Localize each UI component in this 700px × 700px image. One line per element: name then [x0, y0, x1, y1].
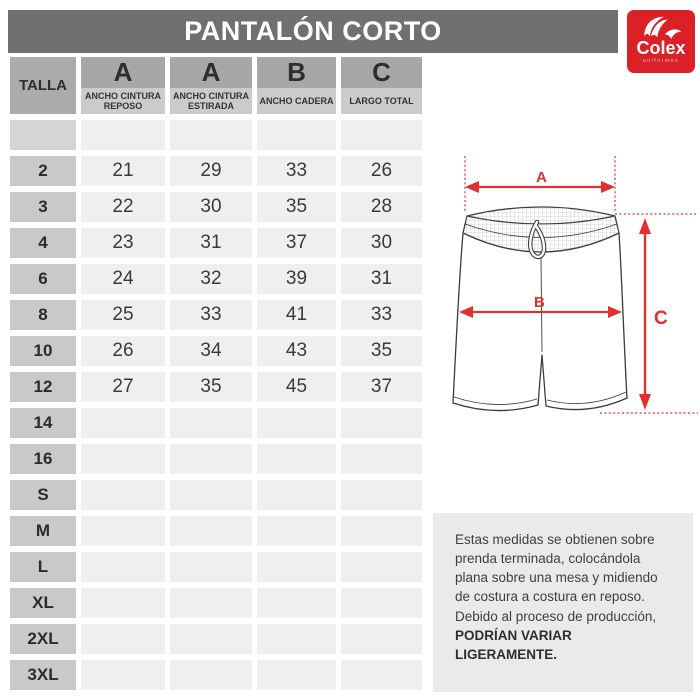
value-cell — [170, 624, 252, 654]
measure-arrow-a — [465, 169, 615, 193]
value-cell: 39 — [257, 264, 336, 294]
value-cell — [170, 444, 252, 474]
value-cell: 30 — [341, 228, 422, 258]
value-cell — [341, 552, 422, 582]
value-cell — [81, 480, 165, 510]
logo-name: Colex — [636, 38, 686, 58]
size-cell: M — [10, 516, 76, 546]
column-letter: C — [341, 57, 422, 88]
value-cell — [170, 552, 252, 582]
value-cell — [81, 588, 165, 618]
size-cell: 2 — [10, 156, 76, 186]
measure-column-header — [170, 57, 252, 114]
value-cell: 35 — [341, 336, 422, 366]
value-cell — [170, 660, 252, 690]
value-cell — [341, 408, 422, 438]
value-cell: 41 — [257, 300, 336, 330]
measure-column-header — [257, 57, 336, 114]
value-cell — [81, 552, 165, 582]
size-cell: S — [10, 480, 76, 510]
shorts-diagram — [430, 140, 700, 440]
value-cell: 31 — [341, 264, 422, 294]
value-cell — [257, 660, 336, 690]
size-cell: 12 — [10, 372, 76, 402]
value-cell — [341, 444, 422, 474]
measure-label-a: A — [536, 169, 547, 186]
column-letter: A — [81, 57, 165, 88]
value-cell: 23 — [81, 228, 165, 258]
column-label: ANCHO CINTURA ESTIRADA — [170, 88, 252, 114]
value-cell — [81, 120, 165, 150]
note-text-bold: PODRÍAN VARIAR LIGERAMENTE. — [455, 627, 572, 662]
value-cell: 45 — [257, 372, 336, 402]
column-label: ANCHO CINTURA REPOSO — [81, 88, 165, 114]
value-cell — [257, 588, 336, 618]
measure-arrow-c — [639, 218, 668, 410]
value-cell — [170, 120, 252, 150]
column-letter: B — [257, 57, 336, 88]
column-label: ANCHO CADERA — [257, 88, 336, 114]
value-cell: 33 — [341, 300, 422, 330]
value-cell — [257, 480, 336, 510]
size-cell: XL — [10, 588, 76, 618]
value-cell — [341, 516, 422, 546]
size-cell: 10 — [10, 336, 76, 366]
page-title: PANTALÓN CORTO — [184, 16, 442, 46]
value-cell: 34 — [170, 336, 252, 366]
size-cell: 4 — [10, 228, 76, 258]
bird-swoosh-icon — [638, 14, 684, 40]
value-cell — [257, 624, 336, 654]
value-cell — [257, 516, 336, 546]
size-cell: 8 — [10, 300, 76, 330]
value-cell — [341, 660, 422, 690]
value-cell — [170, 480, 252, 510]
value-cell — [341, 480, 422, 510]
size-cell: 3 — [10, 192, 76, 222]
measure-column-header — [341, 57, 422, 114]
value-cell: 37 — [257, 228, 336, 258]
logo-subtitle: uniformes — [642, 58, 680, 64]
value-cell: 25 — [81, 300, 165, 330]
title-bar — [8, 10, 618, 53]
value-cell: 35 — [170, 372, 252, 402]
note-box — [433, 513, 693, 692]
value-cell: 43 — [257, 336, 336, 366]
value-cell — [170, 516, 252, 546]
size-cell: 2XL — [10, 624, 76, 654]
column-letter: A — [170, 57, 252, 88]
size-cell: 6 — [10, 264, 76, 294]
value-cell — [257, 444, 336, 474]
size-cell: 16 — [10, 444, 76, 474]
value-cell: 28 — [341, 192, 422, 222]
value-cell: 33 — [170, 300, 252, 330]
size-cell: L — [10, 552, 76, 582]
value-cell: 33 — [257, 156, 336, 186]
size-table — [10, 57, 422, 690]
value-cell: 26 — [341, 156, 422, 186]
value-cell: 21 — [81, 156, 165, 186]
value-cell: 29 — [170, 156, 252, 186]
value-cell: 22 — [81, 192, 165, 222]
value-cell — [81, 660, 165, 690]
measure-label-c: C — [654, 308, 668, 329]
value-cell — [170, 588, 252, 618]
value-cell — [81, 444, 165, 474]
measure-column-header — [81, 57, 165, 114]
value-cell: 32 — [170, 264, 252, 294]
value-cell — [257, 552, 336, 582]
value-cell: 24 — [81, 264, 165, 294]
value-cell — [81, 408, 165, 438]
brand-logo — [627, 10, 695, 73]
value-cell: 30 — [170, 192, 252, 222]
value-cell — [341, 624, 422, 654]
value-cell — [170, 408, 252, 438]
value-cell: 31 — [170, 228, 252, 258]
size-cell: 3XL — [10, 660, 76, 690]
value-cell: 26 — [81, 336, 165, 366]
note-text: Estas medidas se obtienen sobre prenda terminada, colocándola plana sobre una mesa y midiendo de costura a costura en reposo. Debido al proceso de producción, — [455, 532, 658, 624]
value-cell — [257, 120, 336, 150]
value-cell — [81, 624, 165, 654]
value-cell — [257, 408, 336, 438]
value-cell — [341, 588, 422, 618]
value-cell: 27 — [81, 372, 165, 402]
size-column-header: TALLA — [10, 57, 76, 114]
value-cell: 37 — [341, 372, 422, 402]
column-label: LARGO TOTAL — [341, 88, 422, 114]
value-cell — [81, 516, 165, 546]
size-cell — [10, 120, 76, 150]
value-cell: 35 — [257, 192, 336, 222]
size-cell: 14 — [10, 408, 76, 438]
measure-label-b: B — [534, 294, 545, 311]
value-cell — [341, 120, 422, 150]
